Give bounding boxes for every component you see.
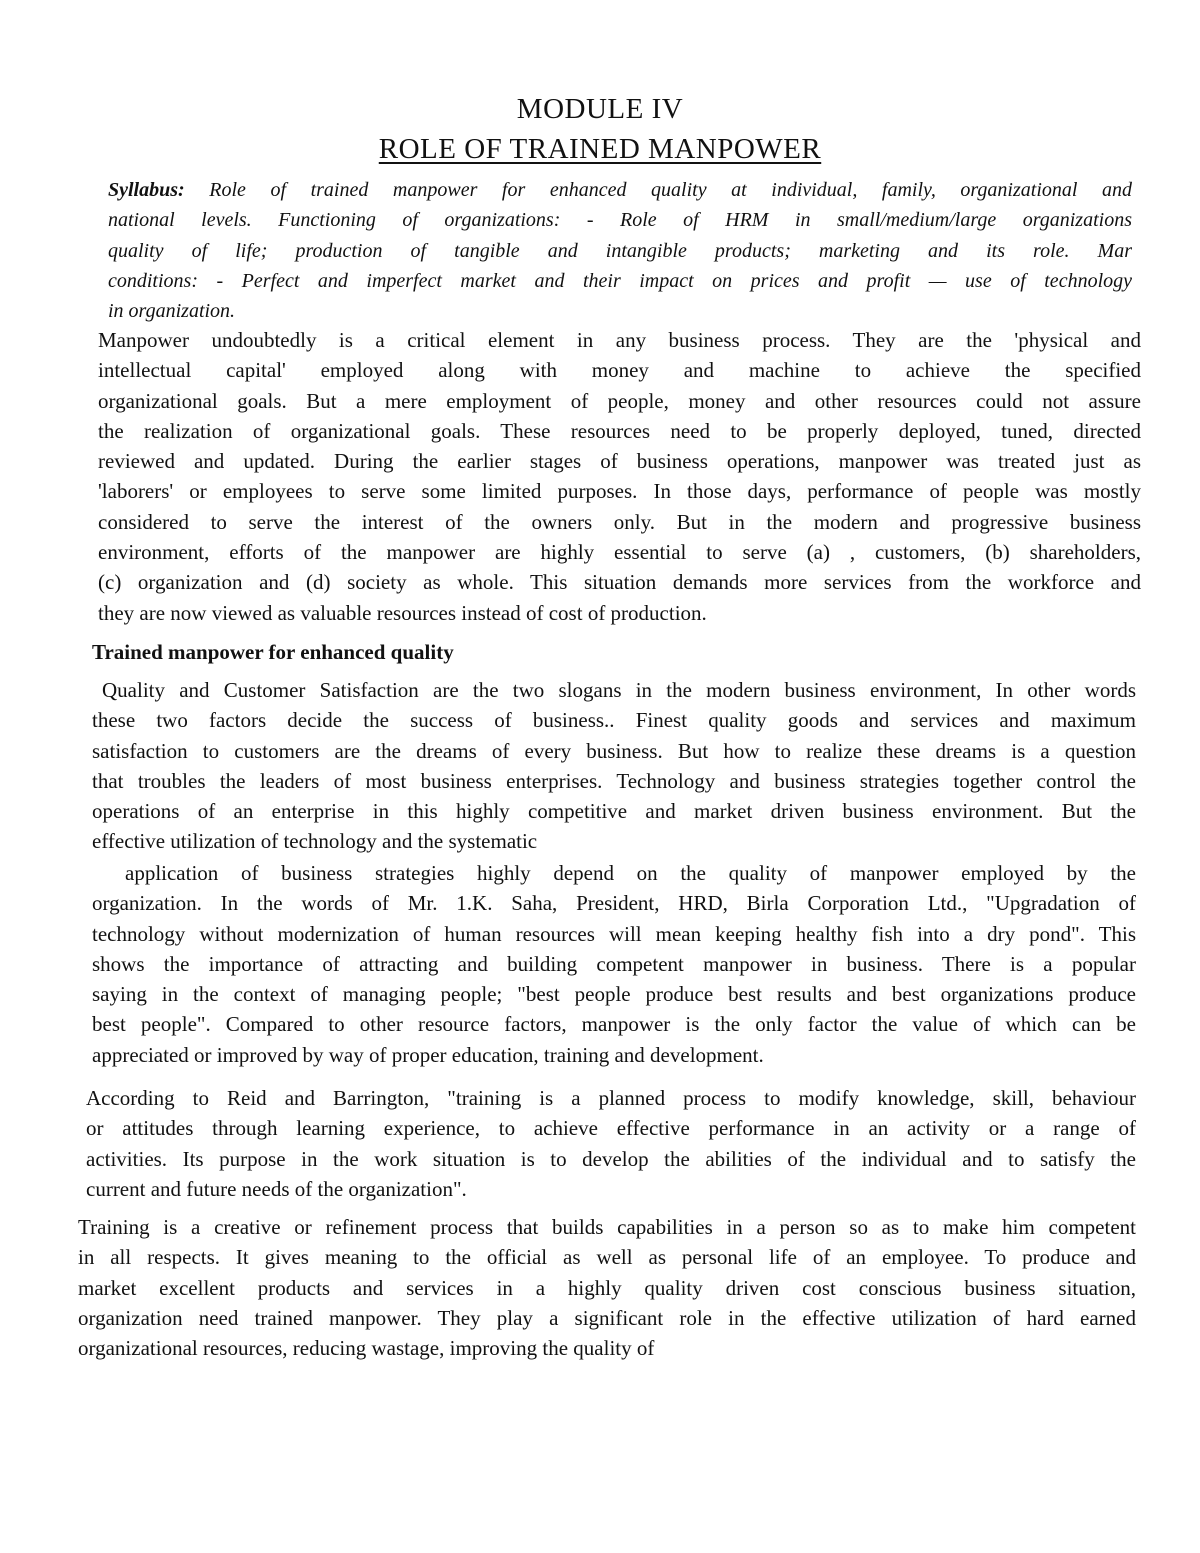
paragraph-line: these two factors decide the success of business.. Finest quality goods and services and maximum xyxy=(92,708,1136,733)
syllabus-line xyxy=(108,175,1132,205)
syllabus-label: Syllabus: xyxy=(108,179,185,201)
paragraph xyxy=(86,1083,1136,1204)
paragraph-line: the realization of organizational goals. These resources need to be properly deployed, tuned, directed xyxy=(98,418,1141,443)
paragraph-line: organization. In the words of Mr. 1.K. Saha, President, HRD, Birla Corporation Ltd., "Upgradation of xyxy=(92,891,1136,916)
paragraph-line: organizational resources, reducing wastage, improving the quality of xyxy=(78,1336,655,1361)
paragraph-line: application of business strategies highly depend on the quality of manpower employed by the xyxy=(125,861,1136,885)
paragraph-line: satisfaction to customers are the dreams of every business. But how to realize these dreams is a question xyxy=(92,738,1136,763)
paragraph xyxy=(78,1212,1136,1363)
paragraph-line: technology without modernization of human resources will mean keeping healthy fish into a dry pond". This xyxy=(92,921,1136,946)
paragraph-line: activities. Its purpose in the work situation is to develop the abilities of the individual and to satisfy the xyxy=(86,1146,1136,1171)
paragraph-line: saying in the context of managing people; "best people produce best results and best organizations produce xyxy=(92,982,1136,1007)
paragraph-line: operations of an enterprise in this highly competitive and market driven business environment. But the xyxy=(92,799,1136,824)
paragraph-line: shows the importance of attracting and building competent manpower in business. There is a popular xyxy=(92,951,1136,976)
section-heading: Trained manpower for enhanced quality xyxy=(92,640,454,664)
syllabus-line: quality of life; production of tangible and intangible products; marketing and its role. Mar xyxy=(108,239,1132,262)
paragraph-line: reviewed and updated. During the earlier stages of business operations, manpower was treated just as xyxy=(98,449,1141,474)
paragraph-line: or attitudes through learning experience, to achieve effective performance in an activity or a range of xyxy=(86,1116,1136,1141)
paragraph xyxy=(92,675,1136,857)
paragraph-line: that troubles the leaders of most business enterprises. Technology and business strategies together control the xyxy=(92,768,1136,793)
syllabus xyxy=(108,175,1132,326)
paragraph-line: Training is a creative or refinement process that builds capabilities in a person so as to make him competent xyxy=(78,1215,1136,1239)
paragraph-line: (c) organization and (d) society as whole. This situation demands more services from the workforce and xyxy=(98,570,1141,595)
page-title: ROLE OF TRAINED MANPOWER xyxy=(378,133,822,165)
paragraph-line: organization need trained manpower. They play a significant role in the effective utilization of hard earned xyxy=(78,1305,1136,1330)
paragraph xyxy=(98,325,1141,628)
paragraph-line: intellectual capital' employed along with money and machine to achieve the specified xyxy=(98,358,1141,383)
paragraph-line: 'laborers' or employees to serve some limited purposes. In those days, performance of people was mostly xyxy=(98,479,1141,504)
paragraph-line: current and future needs of the organization". xyxy=(86,1176,467,1201)
syllabus-line: national levels. Functioning of organizations: - Role of HRM in small/medium/large organizations xyxy=(108,209,1132,232)
paragraph-line: in all respects. It gives meaning to the official as well as personal life of an employee. To produce and xyxy=(78,1245,1136,1270)
module-title: MODULE IV xyxy=(516,93,684,125)
syllabus-line: in organization. xyxy=(108,300,236,323)
paragraph xyxy=(92,858,1136,1070)
paragraph-line: best people". Compared to other resource factors, manpower is the only factor the value of which can be xyxy=(92,1012,1136,1037)
paragraph-line: effective utilization of technology and the systematic xyxy=(92,829,538,854)
syllabus-text: Role of trained manpower for enhanced quality at individual, family, organizational and xyxy=(184,179,1132,201)
paragraph-line: According to Reid and Barrington, "training is a planned process to modify knowledge, skill, behaviour xyxy=(86,1086,1136,1110)
paragraph-line: environment, efforts of the manpower are highly essential to serve (a) , customers, (b) shareholders, xyxy=(98,540,1141,565)
paragraph-line: considered to serve the interest of the owners only. But in the modern and progressive business xyxy=(98,509,1141,534)
paragraph-line: organizational goals. But a mere employment of people, money and other resources could not assure xyxy=(98,388,1141,413)
paragraph-line: Quality and Customer Satisfaction are the two slogans in the modern business environment, In other words xyxy=(102,678,1136,702)
paragraph-line: Manpower undoubtedly is a critical element in any business process. They are the 'physical and xyxy=(98,328,1141,352)
paragraph-line: market excellent products and services in a highly quality driven cost conscious business situation, xyxy=(78,1275,1136,1300)
syllabus-line: conditions: - Perfect and imperfect market and their impact on prices and profit — use of technology xyxy=(108,269,1132,292)
paragraph-line: appreciated or improved by way of proper education, training and development. xyxy=(92,1042,764,1067)
paragraph-line: they are now viewed as valuable resources instead of cost of production. xyxy=(98,600,707,625)
